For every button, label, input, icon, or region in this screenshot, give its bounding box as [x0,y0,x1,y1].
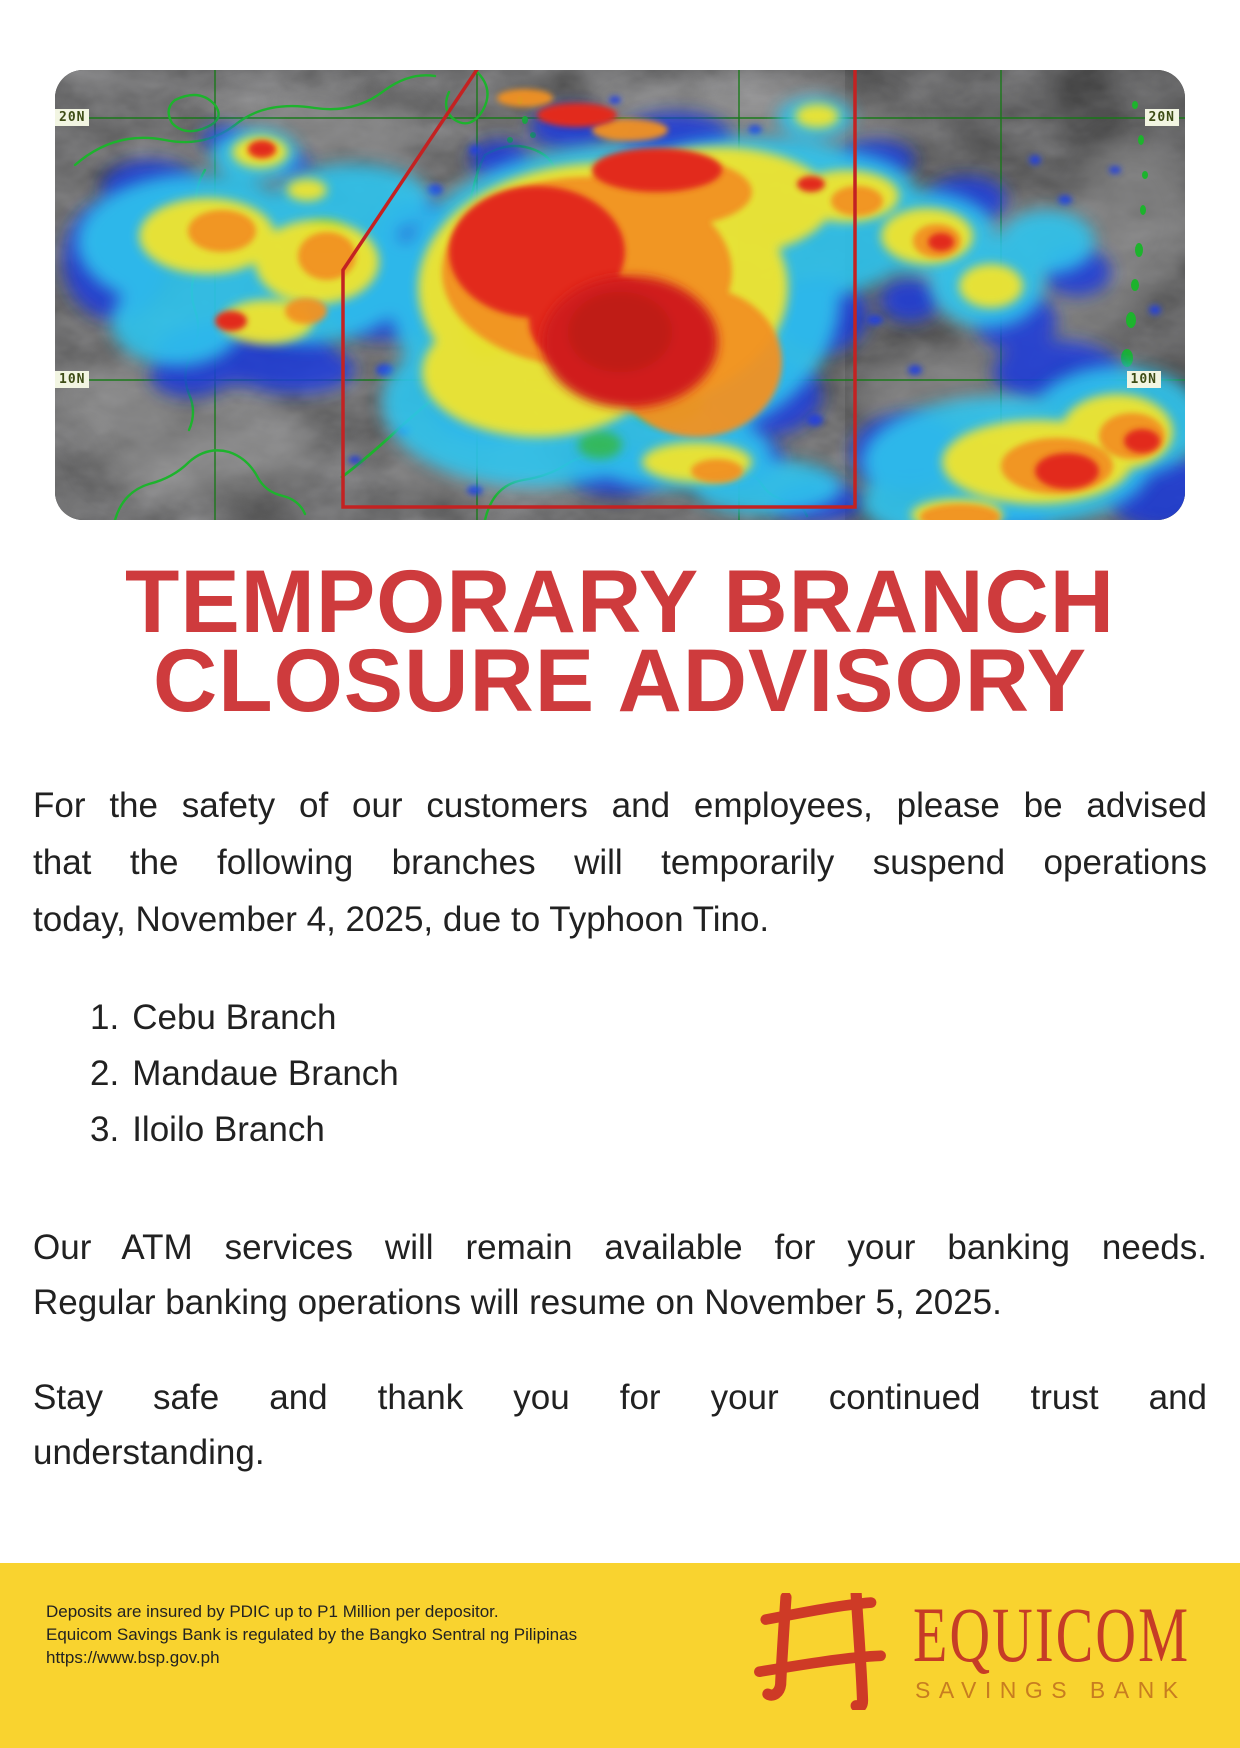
list-item-number: 3. [90,1110,120,1149]
advisory-paragraph-2 [33,1220,1207,1330]
body-line: Stay safe and thank you for your continued trust and [33,1378,1207,1417]
equicom-wordmark: EQUICOM [913,1591,1191,1678]
branch-name: Cebu Branch [132,998,337,1037]
closed-branches-list [90,990,399,1158]
list-item [90,1102,399,1158]
savings-bank-tagline: SAVINGS BANK [915,1677,1187,1703]
list-item [90,990,399,1046]
latitude-label: 20N [1145,109,1179,126]
latitude-label: 10N [55,371,89,388]
body-line: Our ATM services will remain available for your banking needs. [33,1228,1207,1267]
bsp-url-text: https://www.bsp.gov.ph [46,1648,220,1667]
body-line: understanding. [33,1433,265,1472]
regulatory-disclaimer [46,1600,577,1669]
list-item-number: 1. [90,998,120,1037]
latitude-label: 10N [1127,371,1161,388]
typhoon-eye [542,276,718,408]
advisory-paragraph-3 [33,1370,1207,1480]
body-line: today, November 4, 2025, due to Typhoon Tino. [33,900,770,939]
page-title-line1: TEMPORARY BRANCH [124,551,1116,651]
list-item-number: 2. [90,1054,120,1093]
body-line: For the safety of our customers and employees, please be advised [33,786,1207,825]
equicom-hash-logo-icon [753,1593,887,1710]
body-line: Regular banking operations will resume on November 5, 2025. [33,1283,1002,1322]
satellite-image [55,70,1185,520]
typhoon-satellite-graphic [55,70,1185,520]
list-item [90,1046,399,1102]
advisory-paragraph-1 [33,777,1207,948]
latitude-label: 20N [55,109,89,126]
page-title-line2: CLOSURE ADVISORY [152,630,1088,730]
branch-name: Iloilo Branch [132,1110,325,1149]
body-line: that the following branches will temporarily suspend operations [33,843,1207,882]
disclaimer-line: Equicom Savings Bank is regulated by the Bangko Sentral ng Pilipinas [46,1625,578,1644]
disclaimer-line: Deposits are insured by PDIC up to P1 Million per depositor. [46,1602,499,1621]
branch-name: Mandaue Branch [132,1054,399,1093]
page-title [0,551,1240,730]
footer [0,1563,1240,1748]
